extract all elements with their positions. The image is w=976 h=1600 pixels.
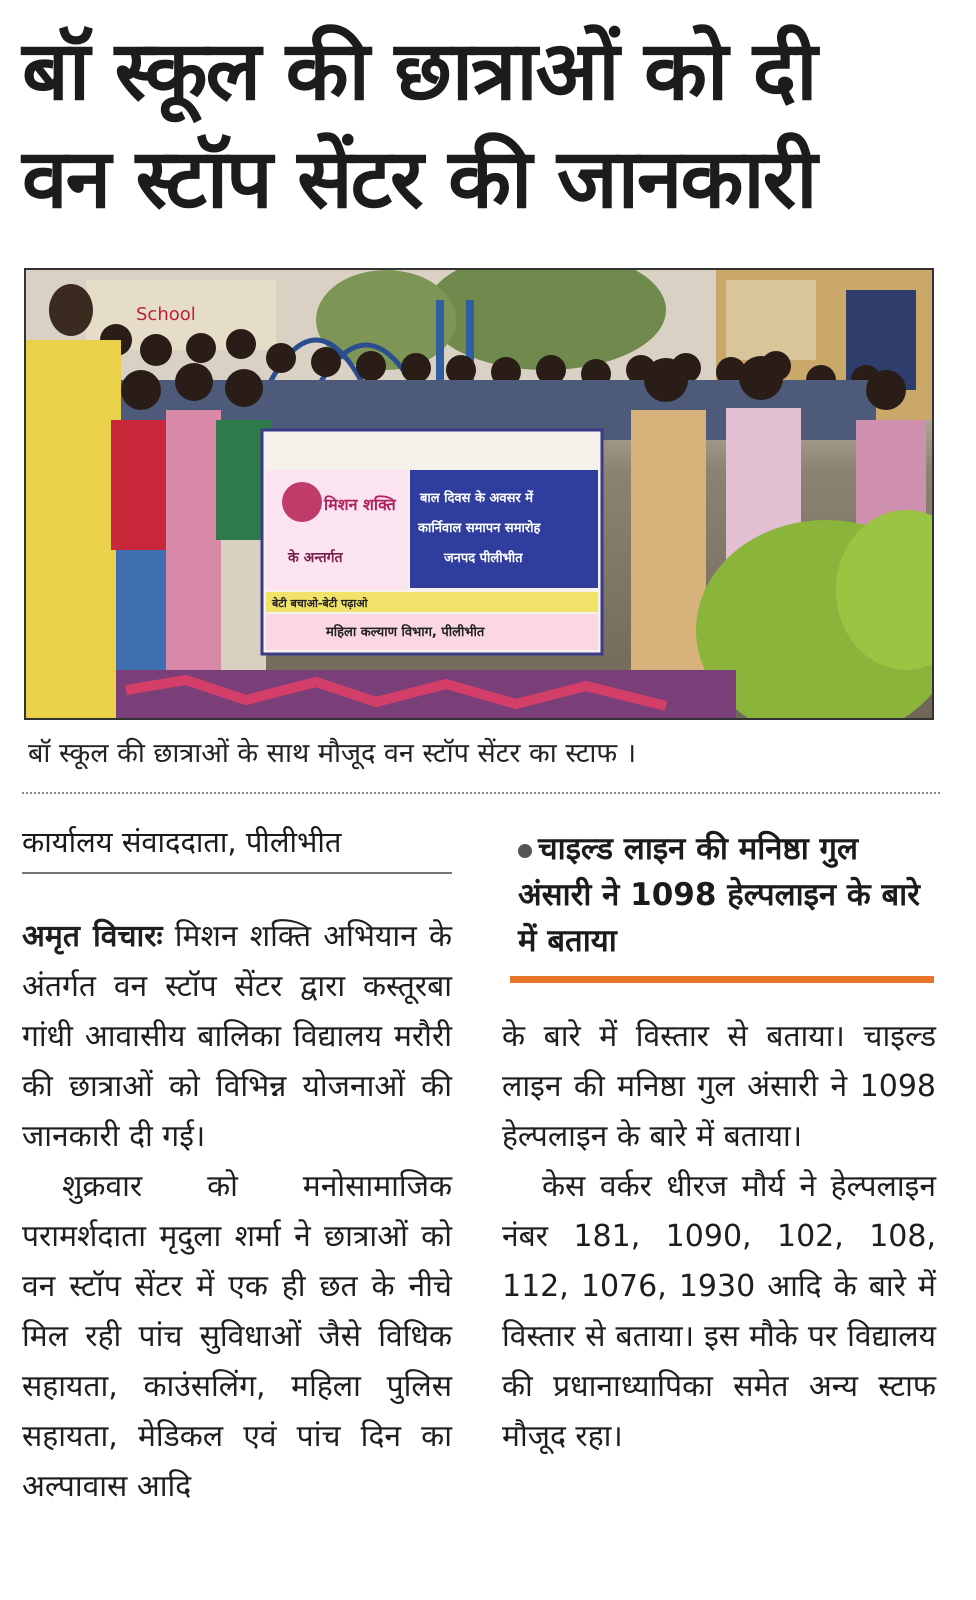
pull-quote <box>518 826 938 964</box>
banner-left-footer: बेटी बचाओ-बेटी पढ़ाओ <box>272 597 368 610</box>
banner-bottom: महिला कल्याण विभाग, पीलीभीत <box>326 625 485 640</box>
news-photo <box>24 268 934 720</box>
article-column-left <box>22 912 452 1512</box>
banner-left-title: मिशन शक्ति <box>324 495 396 514</box>
pull-quote-rule <box>510 976 934 983</box>
headline-line-1: बॉ स्कूल की छात्राओं को दी <box>22 24 816 119</box>
banner-right-line-2: कार्निवाल समापन समारोह <box>418 521 541 536</box>
article-paragraph-1 <box>22 912 452 1162</box>
headline <box>22 18 954 234</box>
headline-line-2: वन स्टॉप सेंटर की जानकारी <box>22 132 816 227</box>
banner-left-sub: के अन्तर्गत <box>288 550 343 566</box>
lead-tag: अमृत विचारः <box>22 919 163 954</box>
article-paragraph-2: शुक्रवार को मनोसामाजिक परामर्शदाता मृदुला शर्मा ने छात्राओं को वन स्टॉप सेंटर में एक ही छत के नीचे मिल रही पांच सुविधाओं जैसे विधिक सहायता, काउंसलिंग, महिला पुलिस सहायता, मेडिकल एवं पांच दिन का अल्पावास आदि <box>22 1169 452 1504</box>
wall-text: School <box>136 304 196 325</box>
banner-right-line-1: बाल दिवस के अवसर में <box>420 491 534 506</box>
byline-rule <box>22 872 452 874</box>
article-column-right <box>502 1012 936 1462</box>
bullet-icon <box>518 844 532 858</box>
byline: कार्यालय संवाददाता, पीलीभीत <box>22 825 342 859</box>
article-paragraph-3: के बारे में विस्तार से बताया। चाइल्ड लाइन की मनिष्ठा गुल अंसारी ने 1098 हेल्पलाइन के बारे में बताया। <box>502 1019 936 1154</box>
photo-caption: बॉ स्कूल की छात्राओं के साथ मौजूद वन स्टॉप सेंटर का स्टाफ । <box>28 738 637 769</box>
pull-quote-text: चाइल्ड लाइन की मनिष्ठा गुल अंसारी ने 1098 हेल्पलाइन के बारे में बताया <box>518 831 920 959</box>
photo-illustration <box>26 270 932 718</box>
paragraph-1-text: मिशन शक्ति अभियान के अंतर्गत वन स्टॉप सेंटर द्वारा कस्तूरबा गांधी आवासीय बालिका विद्यालय मरौरी की छात्राओं को विभिन्न योजनाओं की जानकारी दी गई। <box>22 919 452 1154</box>
banner-right-line-3: जनपद पीलीभीत <box>444 551 523 566</box>
article-paragraph-4: केस वर्कर धीरज मौर्य ने हेल्पलाइन नंबर 181, 1090, 102, 108, 112, 1076, 1930 आदि के बारे में विस्तार से बताया। इस मौके पर विद्यालय की प्रधानाध्यापिका समेत अन्य स्टाफ मौजूद रहा। <box>502 1169 936 1454</box>
section-divider <box>22 792 940 794</box>
event-banner <box>262 430 602 654</box>
